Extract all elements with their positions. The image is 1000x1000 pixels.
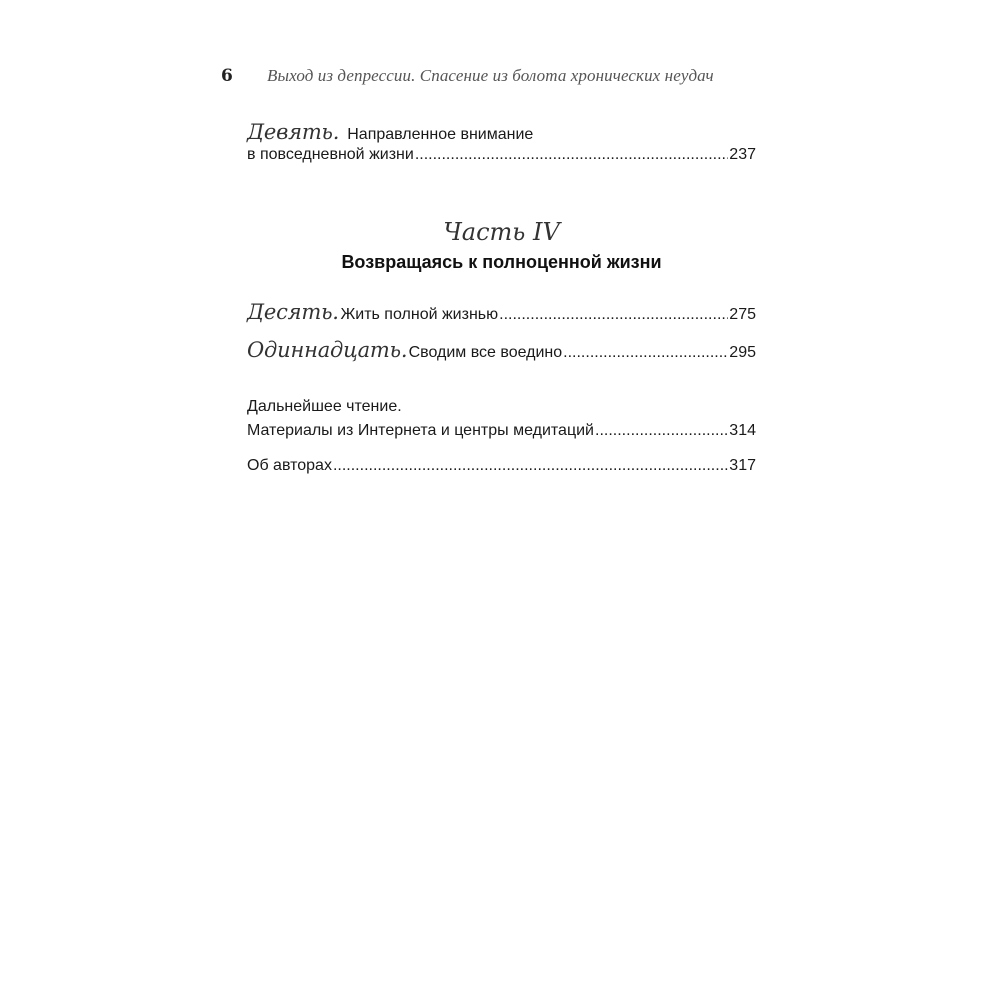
chapter-label: Десять.: [247, 300, 339, 324]
page-ref: 317: [729, 457, 756, 474]
running-title: Выход из депрессии. Спасение из болота хронических неудач: [267, 66, 714, 85]
dot-leader: [499, 306, 728, 324]
entry-title-line2: Материалы из Интернета и центры медитаций: [247, 422, 594, 439]
dot-leader: [415, 146, 728, 164]
dot-leader: [563, 344, 728, 362]
part-label: Часть IV: [443, 218, 560, 246]
dot-leader: [333, 457, 728, 475]
toc-entry-chapter-nine[interactable]: [247, 120, 756, 164]
page-ref: 295: [729, 344, 756, 361]
part-heading: [247, 218, 756, 273]
page-ref: 314: [729, 422, 756, 439]
chapter-title: Сводим все воедино: [408, 344, 563, 361]
toc-entry-chapter-ten[interactable]: [247, 300, 756, 324]
running-head: [221, 66, 761, 92]
chapter-title: Жить полной жизнью: [340, 306, 499, 323]
chapter-title-line2: в повседневной жизни: [247, 146, 414, 163]
toc-entry-further-reading[interactable]: [247, 398, 756, 440]
page-ref: 275: [729, 306, 756, 323]
dot-leader: [595, 422, 728, 440]
page-ref: 237: [729, 146, 756, 163]
toc-entry-about-authors[interactable]: [247, 457, 756, 475]
chapter-label: Одиннадцать.: [247, 338, 408, 362]
chapter-label: Девять.: [247, 120, 340, 144]
entry-title-line1: Дальнейшее чтение.: [247, 398, 402, 415]
toc-entry-chapter-eleven[interactable]: [247, 338, 756, 362]
page-number: 6: [221, 66, 233, 86]
entry-title: Об авторах: [247, 457, 332, 474]
part-title: Возвращаясь к полноценной жизни: [341, 252, 662, 272]
chapter-title-line1: Направленное внимание: [347, 126, 534, 143]
